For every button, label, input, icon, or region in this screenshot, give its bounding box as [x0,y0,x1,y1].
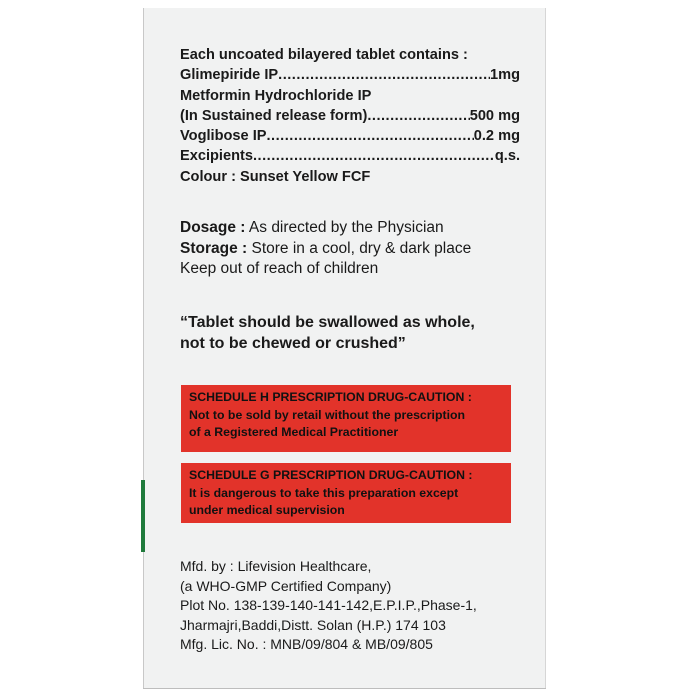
leader-dots [278,65,490,85]
keep-out-line: Keep out of reach of children [180,260,379,277]
composition-row-glimepiride [180,65,520,85]
quote-line-2: not to be chewed or crushed” [180,335,406,352]
schedule-h-line-1: Not to be sold by retail without the prescription [189,407,466,422]
ingredient-label: Voglibose IP [180,128,267,145]
composition-row-sustained-release [180,106,520,126]
storage-text: Store in a cool, dry & dark place [247,239,472,257]
bottom-edge-line [143,688,546,689]
composition-row-voglibose [180,126,520,146]
composition-row-metformin [180,86,520,106]
leader-dots [267,126,474,146]
manufacturer-line: Mfg. Lic. No. : MNB/09/804 & MB/09/805 [180,636,433,653]
ingredient-value: 500 mg [469,107,520,124]
ingredient-label: Glimepiride IP [180,67,279,84]
manufacturer-block [180,557,540,655]
dosage-text: As directed by the Physician [245,219,444,236]
dosage-label: Dosage : [180,219,246,236]
ingredient-label: Metformin Hydrochloride IP [180,87,372,104]
schedule-g-line-2: under medical supervision [189,503,345,517]
schedule-h-title: SCHEDULE H PRESCRIPTION DRUG-CAUTION : [189,390,472,404]
schedule-h-line-2: of a Registered Medical Practitioner [189,425,399,439]
schedule-g-title: SCHEDULE G PRESCRIPTION DRUG-CAUTION : [189,468,473,482]
schedule-g-caution-box [181,463,511,523]
quote-line-1: “Tablet should be swallowed as whole, [180,314,475,331]
ingredient-value: 1mg [489,67,520,84]
schedule-h-caution-box [181,385,511,452]
ingredient-value: q.s. [494,148,520,165]
leader-dots [253,146,495,166]
manufacturer-line: Plot No. 138-139-140-141-142,E.P.I.P.,Phase-1, [180,597,477,614]
dosage-line [180,218,530,239]
leader-dots [367,106,469,126]
composition-row-excipients [180,146,520,166]
manufacturer-line: Mfd. by : Lifevision Healthcare, [180,558,372,574]
swallow-instruction [180,312,540,354]
manufacturer-line: (a WHO-GMP Certified Company) [180,577,392,594]
green-side-strip [141,480,145,552]
composition-block [180,45,520,187]
ingredient-label: Excipients [180,148,253,165]
colour-line: Colour : Sunset Yellow FCF [180,168,371,185]
ingredient-value: 0.2 mg [473,128,520,145]
manufacturer-line: Jharmajri,Baddi,Distt. Solan (H.P.) 174 103 [180,616,446,633]
schedule-g-line-1: It is dangerous to take this preparation except [189,485,459,500]
directions-block [180,218,530,280]
composition-heading: Each uncoated bilayered tablet contains : [180,47,468,63]
storage-label: Storage : [180,239,248,257]
storage-line [180,239,530,260]
ingredient-label: (In Sustained release form) [180,107,368,124]
